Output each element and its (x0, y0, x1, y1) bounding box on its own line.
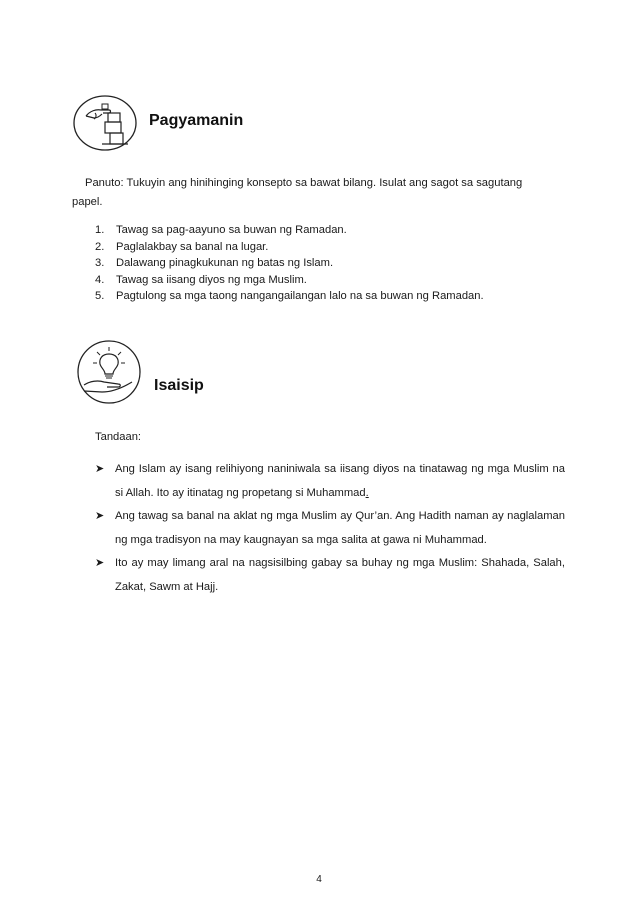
list-item-text: Ito ay may limang aral na nagsisilbing gabay sa buhay ng mga Muslim: Shahada, Salah, Zakat, Sawm at Hajj. (115, 557, 565, 593)
list-item (95, 222, 484, 239)
list-item-number: 4. (95, 273, 105, 286)
list-item (95, 552, 565, 599)
hand-stacking-blocks-icon (72, 94, 138, 152)
list-item-text: Tawag sa iisang diyos ng mga Muslim. (116, 273, 307, 286)
instructions (72, 174, 566, 212)
list-item (95, 255, 484, 272)
list-item-text: Pagtulong sa mga taong nangangailangan lalo na sa buwan ng Ramadan. (116, 290, 484, 303)
list-item-text (115, 458, 565, 505)
list-item-number: 2. (95, 240, 105, 253)
list-item (95, 272, 484, 289)
list-item (95, 288, 484, 305)
question-list (95, 222, 484, 305)
list-item-text: Paglalakbay sa banal na lugar. (116, 240, 269, 253)
list-item-number: 5. (95, 290, 105, 303)
arrow-bullet-icon: ➤ (95, 510, 105, 522)
tandaan-label: Tandaan: (95, 431, 142, 443)
section-title-pagyamanin: Pagyamanin (149, 112, 244, 129)
arrow-bullet-icon: ➤ (95, 463, 105, 475)
instructions-line-1: Panuto: Tukuyin ang hinihinging konsepto sa bawat bilang. Isulat ang sagot sa sagutang (85, 177, 523, 189)
list-item (95, 458, 565, 505)
note-text: Ang Islam ay isang relihiyong naniniwala sa iisang diyos na tinatawag ng mga Muslim na si Allah. Ito ay itinatag ng propetang si Muhammad (115, 463, 565, 499)
list-item (95, 505, 565, 552)
list-item-text: Ang tawag sa banal na aklat ng mga Muslim ay Qur’an. Ang Hadith naman ay naglalaman ng mga tradisyon na may kaugnayan sa mga salita at gawa ni Muhammad. (115, 510, 565, 546)
section-title-isaisip: Isaisip (154, 377, 204, 394)
hand-lightbulb-icon (76, 339, 142, 405)
list-item-text: Dalawang pinagkukunan ng batas ng Islam. (116, 257, 334, 270)
arrow-bullet-icon: ➤ (95, 557, 105, 569)
list-item-number: 3. (95, 257, 105, 270)
instructions-line-2: papel. (72, 196, 103, 208)
list-item-text: Tawag sa pag-aayuno sa buwan ng Ramadan. (116, 224, 347, 236)
note-text-underlined: . (365, 486, 369, 499)
page-number: 4 (316, 874, 322, 885)
notes-list (95, 458, 565, 599)
list-item-number: 1. (95, 224, 105, 236)
list-item (95, 239, 484, 256)
